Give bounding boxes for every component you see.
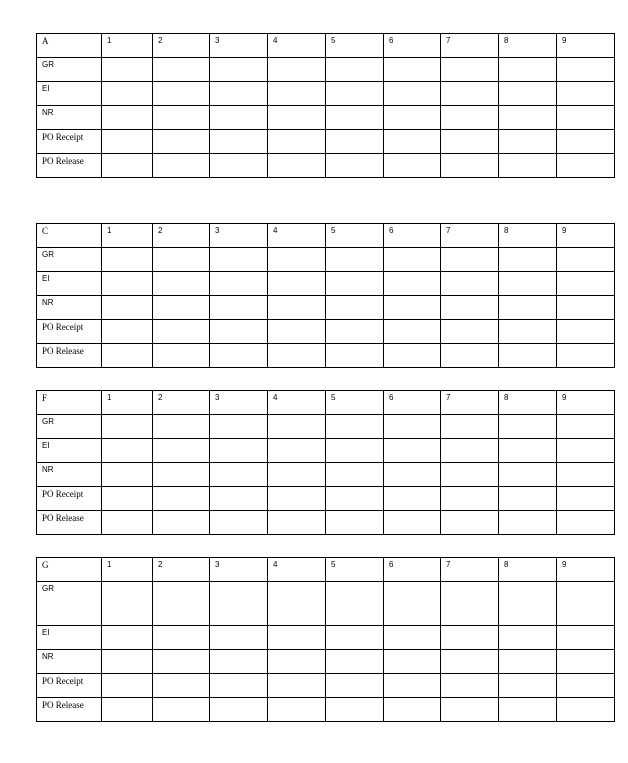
table-cell[interactable] <box>557 296 615 320</box>
column-header: 4 <box>268 391 326 415</box>
table-cell[interactable] <box>210 487 268 511</box>
table-cell[interactable] <box>384 106 441 130</box>
table-cell[interactable] <box>210 582 268 626</box>
table-cell[interactable] <box>153 626 210 650</box>
column-header: 8 <box>499 391 557 415</box>
table-cell[interactable] <box>384 130 441 154</box>
schedule-table-a <box>36 33 615 178</box>
column-header: 5 <box>326 224 384 248</box>
column-header: 9 <box>557 224 615 248</box>
table-cell[interactable] <box>499 106 557 130</box>
table-cell[interactable] <box>557 58 615 82</box>
table-cell[interactable] <box>102 626 153 650</box>
table-cell[interactable] <box>441 130 499 154</box>
table-cell[interactable] <box>102 344 153 368</box>
table-cell[interactable] <box>268 415 326 439</box>
table-cell[interactable] <box>441 106 499 130</box>
table-cell[interactable] <box>268 58 326 82</box>
table-cell[interactable] <box>326 487 384 511</box>
row-label: NR <box>37 650 102 674</box>
table-cell[interactable] <box>210 511 268 535</box>
table-cell[interactable] <box>268 82 326 106</box>
table-cell[interactable] <box>499 296 557 320</box>
table-cell[interactable] <box>499 698 557 722</box>
table-cell[interactable] <box>210 415 268 439</box>
table-cell[interactable] <box>268 130 326 154</box>
table-cell[interactable] <box>153 463 210 487</box>
table-header-row <box>37 224 615 248</box>
row-label: EI <box>37 626 102 650</box>
table-cell[interactable] <box>268 320 326 344</box>
table-cell[interactable] <box>557 344 615 368</box>
table-cell[interactable] <box>326 296 384 320</box>
table-cell[interactable] <box>210 463 268 487</box>
table-cell[interactable] <box>268 272 326 296</box>
row-label: PO Receipt <box>37 674 102 698</box>
table-cell[interactable] <box>384 82 441 106</box>
table-cell[interactable] <box>153 82 210 106</box>
table-cell[interactable] <box>499 58 557 82</box>
schedule-table-g <box>36 557 615 722</box>
table-cell[interactable] <box>557 582 615 626</box>
table-cell[interactable] <box>102 82 153 106</box>
table-cell[interactable] <box>557 415 615 439</box>
table-cell[interactable] <box>557 106 615 130</box>
column-header: 8 <box>499 224 557 248</box>
table-cell[interactable] <box>102 511 153 535</box>
row-label: EI <box>37 82 102 106</box>
table-cell[interactable] <box>153 272 210 296</box>
column-header: 1 <box>102 34 153 58</box>
row-label: EI <box>37 272 102 296</box>
table-cell[interactable] <box>268 674 326 698</box>
table-cell[interactable] <box>326 130 384 154</box>
table-cell[interactable] <box>210 82 268 106</box>
column-header: 6 <box>384 224 441 248</box>
column-header: 2 <box>153 224 210 248</box>
table-cell[interactable] <box>102 582 153 626</box>
table-cell[interactable] <box>210 58 268 82</box>
table-cell[interactable] <box>499 650 557 674</box>
table-cell[interactable] <box>268 296 326 320</box>
table-cell[interactable] <box>153 487 210 511</box>
table-cell[interactable] <box>326 650 384 674</box>
table-cell[interactable] <box>102 439 153 463</box>
table-cell[interactable] <box>153 698 210 722</box>
table-cell[interactable] <box>499 344 557 368</box>
table-cell[interactable] <box>557 248 615 272</box>
table-cell[interactable] <box>384 272 441 296</box>
table-cell[interactable] <box>557 439 615 463</box>
table-cell[interactable] <box>499 674 557 698</box>
table-label: F <box>37 391 102 415</box>
table-label: G <box>37 558 102 582</box>
column-header: 3 <box>210 34 268 58</box>
table-cell[interactable] <box>102 106 153 130</box>
table-cell[interactable] <box>153 650 210 674</box>
row-label: PO Receipt <box>37 487 102 511</box>
row-label: EI <box>37 439 102 463</box>
table-cell[interactable] <box>441 650 499 674</box>
table-cell[interactable] <box>441 296 499 320</box>
table-cell[interactable] <box>384 296 441 320</box>
table-cell[interactable] <box>102 154 153 178</box>
table-cell[interactable] <box>499 511 557 535</box>
table-cell[interactable] <box>326 82 384 106</box>
table-cell[interactable] <box>499 82 557 106</box>
table-cell[interactable] <box>384 511 441 535</box>
table-cell[interactable] <box>384 650 441 674</box>
column-header: 7 <box>441 558 499 582</box>
table-cell[interactable] <box>102 272 153 296</box>
table-cell[interactable] <box>153 58 210 82</box>
table-cell[interactable] <box>557 463 615 487</box>
table-cell[interactable] <box>441 698 499 722</box>
table-cell[interactable] <box>268 487 326 511</box>
table-cell[interactable] <box>557 82 615 106</box>
table-cell[interactable] <box>268 344 326 368</box>
table-cell[interactable] <box>384 674 441 698</box>
table-cell[interactable] <box>441 582 499 626</box>
row-label: PO Receipt <box>37 130 102 154</box>
table-cell[interactable] <box>557 487 615 511</box>
table-cell[interactable] <box>268 650 326 674</box>
table-header-row <box>37 34 615 58</box>
table-cell[interactable] <box>499 272 557 296</box>
row-label: PO Release <box>37 344 102 368</box>
row-label: GR <box>37 58 102 82</box>
table-cell[interactable] <box>499 154 557 178</box>
column-header: 2 <box>153 391 210 415</box>
table-cell[interactable] <box>268 154 326 178</box>
table-cell[interactable] <box>384 154 441 178</box>
table-cell[interactable] <box>102 650 153 674</box>
column-header: 1 <box>102 391 153 415</box>
table-cell[interactable] <box>499 439 557 463</box>
table-cell[interactable] <box>102 296 153 320</box>
table-row <box>37 487 615 511</box>
table-row <box>37 154 615 178</box>
table-cell[interactable] <box>102 674 153 698</box>
table-cell[interactable] <box>326 415 384 439</box>
table-cell[interactable] <box>441 154 499 178</box>
table-cell[interactable] <box>326 154 384 178</box>
table-cell[interactable] <box>102 415 153 439</box>
table-cell[interactable] <box>153 344 210 368</box>
table-cell[interactable] <box>499 626 557 650</box>
table-cell[interactable] <box>441 439 499 463</box>
table-row <box>37 463 615 487</box>
column-header: 9 <box>557 34 615 58</box>
table-row <box>37 248 615 272</box>
column-header: 6 <box>384 391 441 415</box>
table-cell[interactable] <box>499 130 557 154</box>
column-header: 5 <box>326 391 384 415</box>
table-cell[interactable] <box>153 296 210 320</box>
column-header: 8 <box>499 34 557 58</box>
column-header: 5 <box>326 558 384 582</box>
table-cell[interactable] <box>384 698 441 722</box>
table-cell[interactable] <box>557 674 615 698</box>
table-row <box>37 320 615 344</box>
table-cell[interactable] <box>499 582 557 626</box>
table-row <box>37 650 615 674</box>
table-row <box>37 582 615 626</box>
table-cell[interactable] <box>384 487 441 511</box>
table-cell[interactable] <box>557 130 615 154</box>
table-cell[interactable] <box>210 248 268 272</box>
table-row <box>37 626 615 650</box>
column-header: 1 <box>102 224 153 248</box>
table-cell[interactable] <box>557 650 615 674</box>
table-cell[interactable] <box>441 248 499 272</box>
table-row <box>37 130 615 154</box>
table-header-row <box>37 558 615 582</box>
table-cell[interactable] <box>210 320 268 344</box>
schedule-table-c <box>36 223 615 368</box>
table-cell[interactable] <box>499 320 557 344</box>
column-header: 2 <box>153 34 210 58</box>
column-header: 8 <box>499 558 557 582</box>
table-cell[interactable] <box>102 487 153 511</box>
table-cell[interactable] <box>210 626 268 650</box>
table-cell[interactable] <box>268 511 326 535</box>
table-cell[interactable] <box>499 248 557 272</box>
table-cell[interactable] <box>268 698 326 722</box>
table-cell[interactable] <box>268 248 326 272</box>
table-cell[interactable] <box>499 487 557 511</box>
table-cell[interactable] <box>153 582 210 626</box>
table-row <box>37 296 615 320</box>
table-cell[interactable] <box>268 582 326 626</box>
table-cell[interactable] <box>326 582 384 626</box>
column-header: 3 <box>210 224 268 248</box>
table-cell[interactable] <box>441 82 499 106</box>
table-cell[interactable] <box>326 439 384 463</box>
row-label: NR <box>37 296 102 320</box>
table-cell[interactable] <box>210 272 268 296</box>
column-header: 5 <box>326 34 384 58</box>
table-cell[interactable] <box>153 130 210 154</box>
table-cell[interactable] <box>441 272 499 296</box>
table-cell[interactable] <box>557 626 615 650</box>
table-cell[interactable] <box>326 511 384 535</box>
table-cell[interactable] <box>268 463 326 487</box>
column-header: 4 <box>268 34 326 58</box>
table-cell[interactable] <box>326 344 384 368</box>
table-cell[interactable] <box>557 511 615 535</box>
table-cell[interactable] <box>384 463 441 487</box>
table-cell[interactable] <box>326 674 384 698</box>
table-cell[interactable] <box>210 439 268 463</box>
table-cell[interactable] <box>441 487 499 511</box>
table-cell[interactable] <box>153 154 210 178</box>
table-cell[interactable] <box>384 439 441 463</box>
table-cell[interactable] <box>326 106 384 130</box>
table-cell[interactable] <box>441 463 499 487</box>
row-label: PO Receipt <box>37 320 102 344</box>
row-label: GR <box>37 415 102 439</box>
table-cell[interactable] <box>441 344 499 368</box>
table-cell[interactable] <box>210 344 268 368</box>
table-cell[interactable] <box>441 674 499 698</box>
table-row <box>37 272 615 296</box>
table-cell[interactable] <box>153 674 210 698</box>
table-cell[interactable] <box>384 58 441 82</box>
table-cell[interactable] <box>210 130 268 154</box>
table-cell[interactable] <box>326 320 384 344</box>
table-cell[interactable] <box>326 698 384 722</box>
row-label: PO Release <box>37 511 102 535</box>
column-header: 9 <box>557 558 615 582</box>
column-header: 7 <box>441 34 499 58</box>
table-cell[interactable] <box>210 296 268 320</box>
row-label: GR <box>37 582 102 626</box>
table-cell[interactable] <box>210 154 268 178</box>
table-cell[interactable] <box>384 248 441 272</box>
table-cell[interactable] <box>557 154 615 178</box>
table-row <box>37 698 615 722</box>
table-cell[interactable] <box>210 650 268 674</box>
table-cell[interactable] <box>557 272 615 296</box>
schedule-table-f <box>36 390 615 535</box>
table-cell[interactable] <box>210 106 268 130</box>
column-header: 6 <box>384 34 441 58</box>
table-cell[interactable] <box>384 582 441 626</box>
table-row <box>37 106 615 130</box>
table-cell[interactable] <box>102 58 153 82</box>
table-cell[interactable] <box>441 320 499 344</box>
table-cell[interactable] <box>326 272 384 296</box>
table-cell[interactable] <box>326 463 384 487</box>
row-label: PO Release <box>37 698 102 722</box>
table-cell[interactable] <box>384 344 441 368</box>
table-cell[interactable] <box>210 674 268 698</box>
table-cell[interactable] <box>441 626 499 650</box>
table-row <box>37 511 615 535</box>
table-cell[interactable] <box>384 626 441 650</box>
table-cell[interactable] <box>268 439 326 463</box>
table-cell[interactable] <box>326 248 384 272</box>
table-cell[interactable] <box>102 463 153 487</box>
table-cell[interactable] <box>102 320 153 344</box>
table-cell[interactable] <box>102 130 153 154</box>
table-cell[interactable] <box>153 439 210 463</box>
table-cell[interactable] <box>557 698 615 722</box>
table-cell[interactable] <box>499 463 557 487</box>
table-cell[interactable] <box>326 626 384 650</box>
row-label: PO Release <box>37 154 102 178</box>
table-row <box>37 415 615 439</box>
table-label: C <box>37 224 102 248</box>
row-label: NR <box>37 106 102 130</box>
table-row <box>37 58 615 82</box>
table-cell[interactable] <box>153 248 210 272</box>
table-cell[interactable] <box>210 698 268 722</box>
column-header: 7 <box>441 224 499 248</box>
table-cell[interactable] <box>384 320 441 344</box>
table-row <box>37 439 615 463</box>
table-cell[interactable] <box>268 626 326 650</box>
column-header: 1 <box>102 558 153 582</box>
table-cell[interactable] <box>441 58 499 82</box>
table-cell[interactable] <box>268 106 326 130</box>
table-cell[interactable] <box>153 415 210 439</box>
column-header: 3 <box>210 391 268 415</box>
table-header-row <box>37 391 615 415</box>
column-header: 7 <box>441 391 499 415</box>
table-cell[interactable] <box>441 511 499 535</box>
table-cell[interactable] <box>102 698 153 722</box>
column-header: 6 <box>384 558 441 582</box>
column-header: 4 <box>268 224 326 248</box>
row-label: GR <box>37 248 102 272</box>
column-header: 2 <box>153 558 210 582</box>
table-cell[interactable] <box>153 106 210 130</box>
column-header: 3 <box>210 558 268 582</box>
table-label: A <box>37 34 102 58</box>
table-cell[interactable] <box>326 58 384 82</box>
table-cell[interactable] <box>384 415 441 439</box>
table-cell[interactable] <box>557 320 615 344</box>
table-cell[interactable] <box>102 248 153 272</box>
table-cell[interactable] <box>499 415 557 439</box>
column-header: 9 <box>557 391 615 415</box>
column-header: 4 <box>268 558 326 582</box>
table-cell[interactable] <box>153 511 210 535</box>
table-row <box>37 344 615 368</box>
table-row <box>37 674 615 698</box>
table-cell[interactable] <box>441 415 499 439</box>
row-label: NR <box>37 463 102 487</box>
table-row <box>37 82 615 106</box>
table-cell[interactable] <box>153 320 210 344</box>
